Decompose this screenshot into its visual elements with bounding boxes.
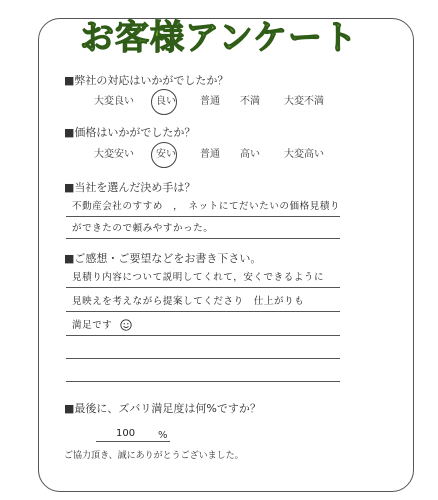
option-price-normal: 普通: [200, 149, 220, 160]
answer-rule: [66, 311, 340, 312]
answer-rule: [66, 238, 340, 239]
question-satisfaction-label: ■最後に、ズバリ満足度は何%ですか？: [64, 402, 261, 415]
satisfaction-rule: [96, 441, 170, 442]
option-dissatisfied: 不満: [240, 96, 260, 107]
option-cheap: 安い: [156, 149, 176, 160]
option-very-cheap: 大変安い: [94, 149, 134, 160]
selected-mark-price: [151, 142, 177, 168]
survey-title: お客様アンケート: [80, 18, 358, 58]
comments-answer-line-2: 見映えを考えながら提案してくださり 仕上がりも: [72, 296, 305, 307]
question-service-label: ■弊社の対応はいかがでしたか？: [64, 74, 229, 87]
option-very-expensive: 大変高い: [284, 149, 324, 160]
option-very-dissatisfied: 大変不満: [284, 96, 324, 107]
satisfaction-unit: %: [158, 430, 168, 441]
option-expensive: 高い: [240, 149, 260, 160]
satisfaction-value: 100: [116, 428, 136, 439]
reason-answer-line-2: ができたので頼みやすかった。: [72, 223, 214, 234]
answer-rule: [66, 381, 340, 382]
smiley-doodle-icon: [120, 319, 132, 331]
comments-answer-line-1: 見積り内容について説明してくれて，安くできるように: [72, 272, 325, 283]
question-reason-label: ■当社を選んだ決め手は？: [64, 181, 196, 194]
answer-rule: [66, 335, 340, 336]
answer-rule: [66, 287, 340, 288]
reason-answer-line-1: 不動産会社のすすめ ， ネットにてだいたいの価格見積り: [72, 201, 341, 212]
thank-you-footer: ご協力頂き、誠にありがとうございました。: [64, 451, 244, 461]
selected-mark-service: [151, 89, 177, 115]
comments-answer-line-3: 満足です: [72, 320, 113, 331]
answer-rule: [66, 216, 340, 217]
answer-rule: [66, 358, 340, 359]
option-very-good: 大変良い: [94, 96, 134, 107]
question-comments-label: ■ご感想・ご要望などをお書き下さい。: [64, 252, 262, 265]
question-price-label: ■価格はいかがでしたか？: [64, 126, 196, 139]
option-normal: 普通: [200, 96, 220, 107]
option-good: 良い: [156, 96, 176, 107]
